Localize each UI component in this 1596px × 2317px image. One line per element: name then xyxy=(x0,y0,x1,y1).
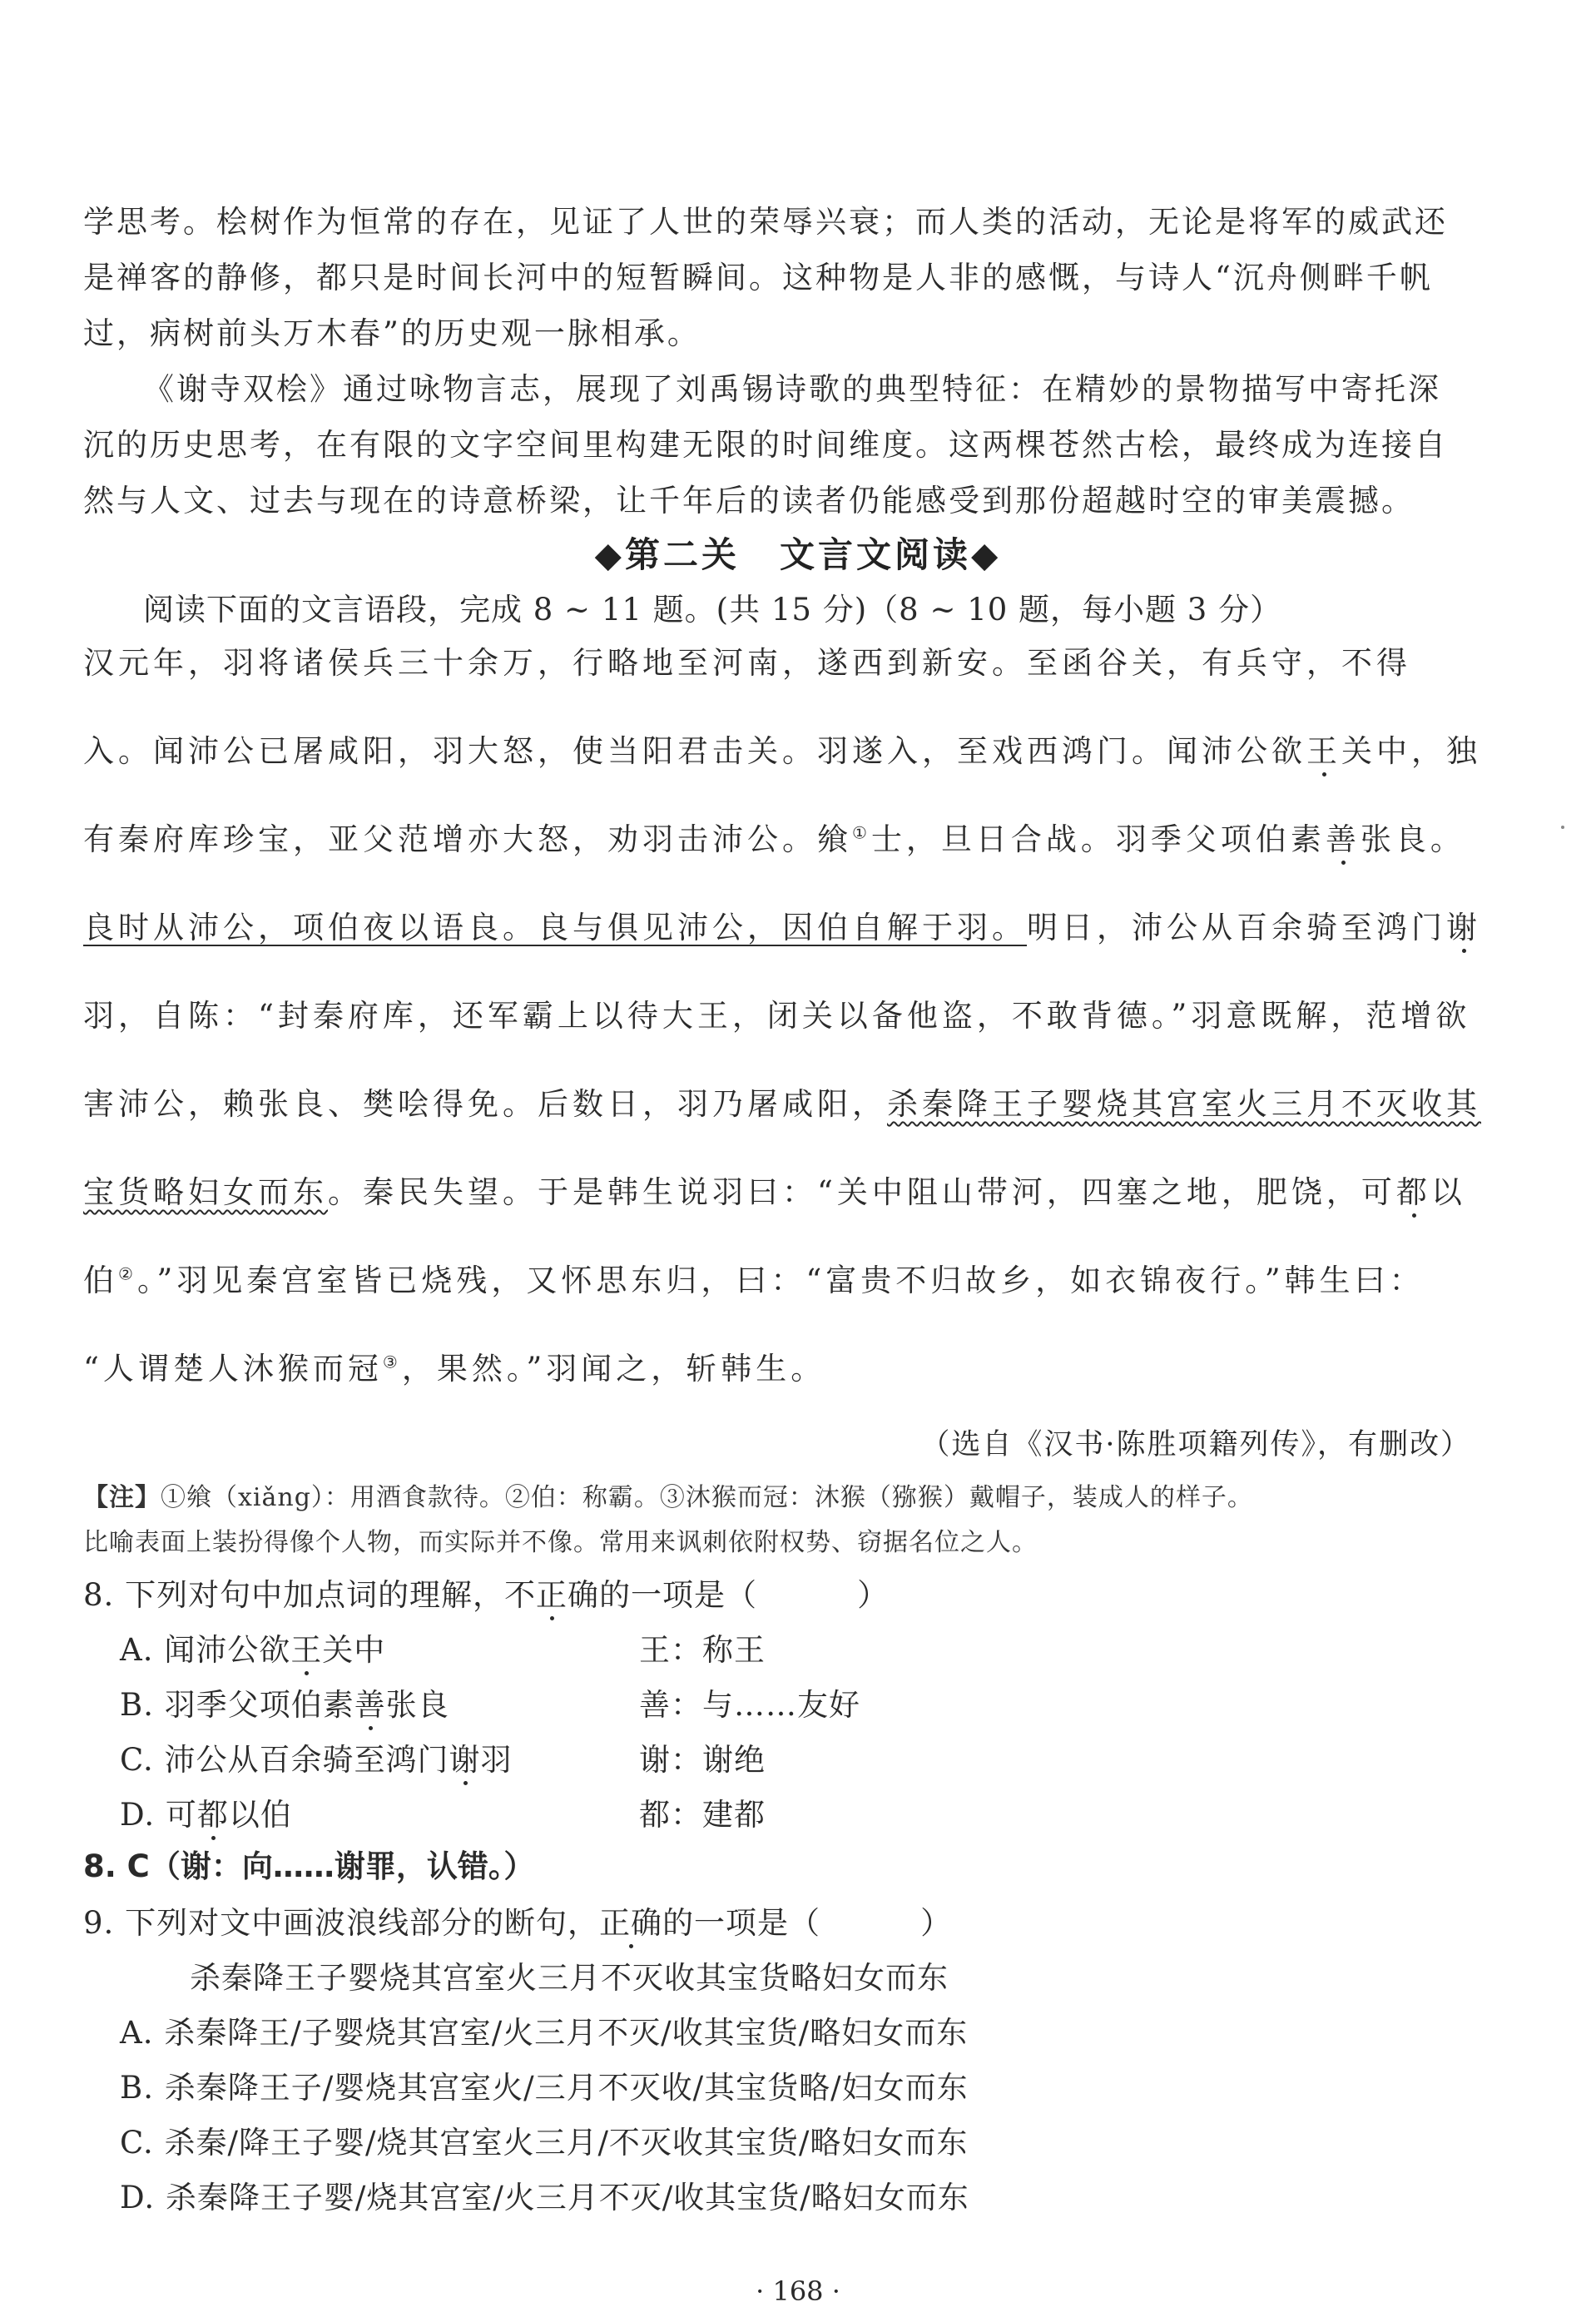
passage-line-9: “人谓楚人沐猴而冠③，果然。”羽闻之，斩韩生。 xyxy=(83,1351,826,1387)
diamond-icon: ◆ xyxy=(594,534,625,575)
dotted-word: 谢 xyxy=(1446,910,1481,945)
q8-option-a[interactable]: A. 闻沛公欲王关中 xyxy=(120,1632,386,1668)
passage-line-8: 伯②。”羽见秦宫室皆已烧残，又怀思东归，曰：“富贵不归故乡，如衣锦夜行。”韩生曰： xyxy=(83,1263,1425,1298)
section-title-b: 文言文阅读 xyxy=(780,534,972,575)
q8-option-d[interactable]: D. 可都以伯 xyxy=(120,1797,292,1833)
note-marker: ③ xyxy=(382,1352,402,1372)
wavy-underlined-text: 宝货略妇女而东 xyxy=(83,1174,328,1210)
passage-line-3: 有秦府库珍宝，亚父范增亦大怒，劝羽击沛公。飨①士，旦日合战。羽季父项伯素善张良。 xyxy=(83,821,1465,857)
intro-line-1: 学思考。桧树作为恒常的存在，见证了人世的荣辱兴衰；而人类的活动，无论是将军的威武还 xyxy=(83,204,1448,240)
dotted-word: 正确 xyxy=(599,1905,663,1941)
dotted-word: 都 xyxy=(1395,1174,1431,1210)
question-8: 8. 下列对句中加点词的理解，不正确的一项是（ ） xyxy=(83,1577,890,1613)
source-citation: （选自《汉书·陈胜项籍列传》，有删改） xyxy=(920,1428,1471,1461)
q8-option-b[interactable]: B. 羽季父项伯素善张良 xyxy=(120,1687,449,1723)
page-number: · 168 · xyxy=(756,2275,840,2307)
notes-label: 【注】 xyxy=(83,1483,161,1512)
intro-line-3: 过，病树前头万木春”的历史观一脉相承。 xyxy=(83,315,701,351)
section-title-a: 第二关 xyxy=(624,534,740,575)
intro-line-2: 是禅客的静修，都只是时间长河中的短暂瞬间。这种物是人非的感慨，与诗人“沉舟侧畔千帆 xyxy=(83,260,1433,295)
intro-line-6: 然与人文、过去与现在的诗意桥梁，让千年后的读者仍能感受到那份超越时空的审美震撼。 xyxy=(83,483,1415,518)
q9-option-b[interactable]: B. 杀秦降王子/婴烧其宫室火/三月不灭收/其宝货略/妇女而东 xyxy=(120,2070,969,2106)
passage-line-5: 羽，自陈：“封秦府库，还军霸上以待大王，闭关以备他盗，不敢背德。”羽意既解，范增欲 xyxy=(83,998,1471,1034)
instruction: 阅读下面的文言语段，完成 8 ~ 11 题。(共 15 分)（8 ~ 10 题，每小题 3 分） xyxy=(143,592,1282,628)
note-marker: ② xyxy=(118,1263,137,1284)
q8-option-d-gloss: 都：建都 xyxy=(639,1797,766,1833)
notes-line-2: 比喻表面上装扮得像个人物，而实际并不像。常用来讽刺依附权势、窃据名位之人。 xyxy=(83,1528,1038,1557)
answer-8: 8. C（谢：向……谢罪，认错。） xyxy=(83,1848,535,1884)
passage-line-7: 宝货略妇女而东。秦民失望。于是韩生说羽曰：“关中阻山带河，四塞之地，肥饶，可都以 xyxy=(83,1174,1466,1210)
intro-line-4: 《谢寺双桧》通过咏物言志，展现了刘禹锡诗歌的典型特征：在精妙的景物描写中寄托深 xyxy=(143,371,1441,407)
q8-option-b-gloss: 善：与……友好 xyxy=(639,1687,860,1723)
q8-option-c-gloss: 谢：谢绝 xyxy=(639,1742,766,1778)
diamond-icon: ◆ xyxy=(971,534,1002,575)
q9-option-a[interactable]: A. 杀秦降王/子婴烧其宫室/火三月不灭/收其宝货/略妇女而东 xyxy=(120,2015,969,2051)
q9-option-d[interactable]: D. 杀秦降王子婴/烧其宫室/火三月不灭/收其宝货/略妇女而东 xyxy=(120,2180,969,2215)
scan-speck xyxy=(1561,826,1564,829)
note-marker: ① xyxy=(852,822,871,843)
q8-option-c[interactable]: C. 沛公从百余骑至鸿门谢羽 xyxy=(120,1742,513,1778)
intro-line-5: 沉的历史思考，在有限的文字空间里构建无限的时间维度。这两棵苍然古桧，最终成为连接自 xyxy=(83,427,1448,463)
dotted-word: 不正确 xyxy=(504,1577,600,1613)
wavy-underlined-text: 杀秦降王子婴烧其宫室火三月不灭收其 xyxy=(887,1086,1481,1122)
q9-sentence: 杀秦降王子婴烧其宫室火三月不灭收其宝货略妇女而东 xyxy=(190,1960,949,1996)
section-heading xyxy=(0,528,1596,578)
passage-line-1: 汉元年，羽将诸侯兵三十余万，行略地至河南，遂西到新安。至函谷关，有兵守，不得 xyxy=(83,645,1411,681)
dotted-word: 王 xyxy=(1306,733,1341,769)
passage-line-4: 良时从沛公，项伯夜以语良。良与俱见沛公，因伯自解于羽。明日，沛公从百余骑至鸿门谢 xyxy=(83,910,1481,945)
passage-line-2: 入。闻沛公已屠咸阳，羽大怒，使当阳君击关。羽遂入，至戏西鸿门。闻沛公欲王关中，独 xyxy=(83,733,1481,769)
question-9: 9. 下列对文中画波浪线部分的断句，正确的一项是（ ） xyxy=(83,1905,953,1941)
q8-option-a-gloss: 王：称王 xyxy=(639,1632,766,1668)
dotted-word: 善 xyxy=(1325,821,1361,857)
underlined-sentence: 良时从沛公，项伯夜以语良。良与俱见沛公，因伯自解于羽。 xyxy=(83,910,1027,945)
passage-line-6: 害沛公，赖张良、樊哙得免。后数日，羽乃屠咸阳，杀秦降王子婴烧其宫室火三月不灭收其 xyxy=(83,1086,1481,1122)
q9-option-c[interactable]: C. 杀秦/降王子婴/烧其宫室火三月/不灭收其宝货/略妇女而东 xyxy=(120,2125,969,2161)
notes-line-1: 【注】①飨（xiǎng）：用酒食款待。②伯：称霸。③沐猴而冠：沐猴（猕猴）戴帽子，装成人的样子。 xyxy=(83,1483,1253,1512)
